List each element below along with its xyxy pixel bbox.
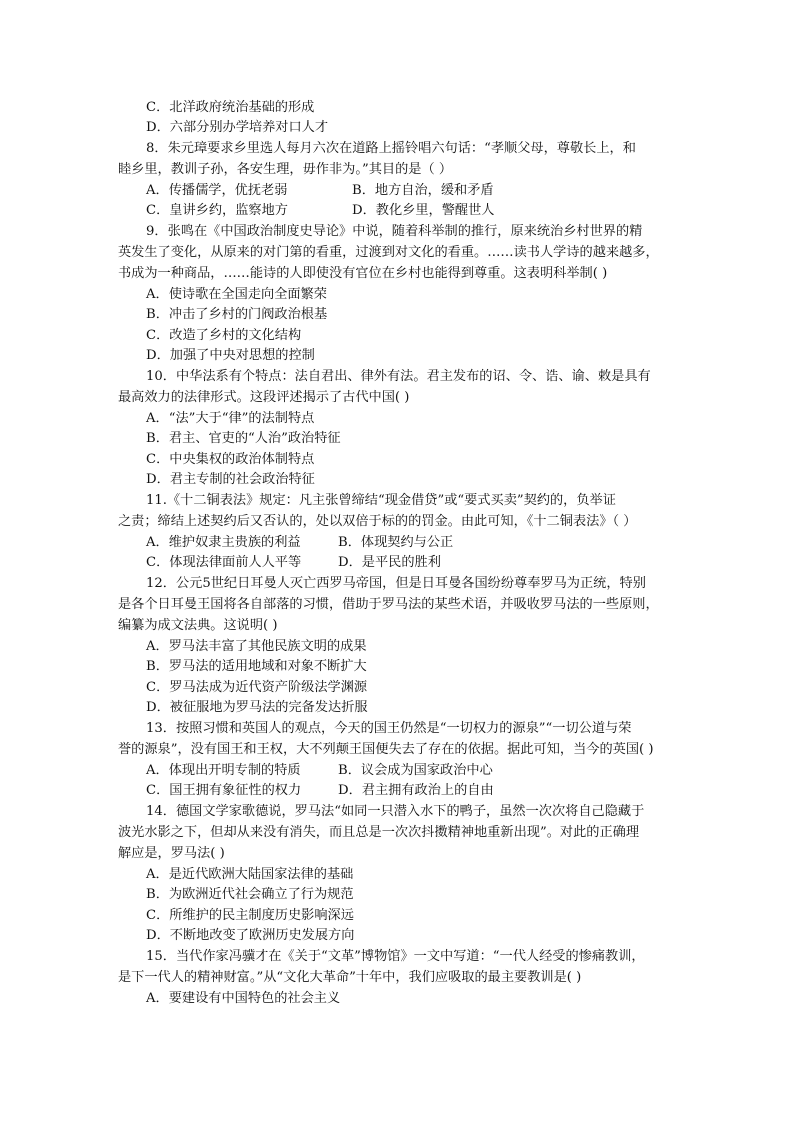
option-12d: D．被征服地为罗马法的完备发达折服 xyxy=(146,700,368,715)
question-10-stem-cont: 最高效力的法律形式。这段评述揭示了古代中国( ) xyxy=(118,390,410,405)
option-14d: D．不断地改变了欧洲历史发展方向 xyxy=(146,928,355,943)
option-10c: C．中央集权的政治体制特点 xyxy=(146,452,315,467)
option-9d: D．加强了中央对思想的控制 xyxy=(146,348,315,363)
option-12c: C．罗马法成为近代资产阶级法学渊源 xyxy=(146,680,368,695)
option-8a: A．传播儒学，优抚老弱 xyxy=(146,183,288,198)
question-13-stem: 13．按照习惯和英国人的观点，今天的国王仍然是“一切权力的源泉”“一切公道与荣 xyxy=(146,721,632,736)
option-8d: D．教化乡里，警醒世人 xyxy=(352,203,495,218)
option-11a: A．维护奴隶主贵族的利益 xyxy=(146,535,301,550)
question-10-stem: 10．中华法系有个特点：法自君出、律外有法。君主发布的诏、令、诰、谕、敕是具有 xyxy=(146,369,651,384)
question-13-stem-cont: 誉的源泉”，没有国王和王权，大不列颠王国便失去了存在的依据。据此可知，当今的英国( ) xyxy=(118,742,654,757)
question-9-stem: 9．张鸣在《中国政治制度史导论》中说，随着科举制的推行，原来统治乡村世界的精 xyxy=(146,224,643,239)
option-14a: A．是近代欧洲大陆国家法律的基础 xyxy=(146,867,354,882)
question-11-stem-cont: 之责；缔结上述契约后又否认的，处以双倍于标的的罚金。由此可知，《十二铜表法》（ ） xyxy=(118,514,637,529)
option-9b: B．冲击了乡村的门阀政治根基 xyxy=(146,307,328,322)
question-12-stem: 12．公元5世纪日耳曼人灭亡西罗马帝国，但是日耳曼各国纷纷尊奉罗马为正统，特别 xyxy=(146,576,646,591)
option-8b: B．地方自治，缓和矛盾 xyxy=(352,183,494,198)
question-12-stem-cont: 编纂为成文法典。这说明( ) xyxy=(118,618,278,633)
option-11b: B．体现契约与公正 xyxy=(338,535,454,550)
option-10a: A．“法”大于“律”的法制特点 xyxy=(146,411,315,426)
question-8-stem-cont: 睦乡里，教训子孙，各安生理，毋作非为。”其目的是（ ） xyxy=(118,162,453,177)
option-9c: C．改造了乡村的文化结构 xyxy=(146,328,302,343)
option-10b: B．君主、官吏的“人治”政治特征 xyxy=(146,431,341,446)
option-11c: C．体现法律面前人人平等 xyxy=(146,555,302,570)
option-15a: A．要建设有中国特色的社会主义 xyxy=(146,991,341,1006)
question-9-stem-cont: 英发生了变化，从原来的对门第的看重，过渡到对文化的看重。……读书人学诗的越来越多， xyxy=(118,245,659,260)
option-12b: B．罗马法的适用地域和对象不断扩大 xyxy=(146,659,367,674)
question-8-stem: 8．朱元璋要求乡里选人每月六次在道路上摇铃唱六句话：“孝顺父母，尊敬长上，和 xyxy=(146,141,636,156)
question-12-stem-cont: 是各个日耳曼王国将各自部落的习惯，借助于罗马法的某些术语，并吸收罗马法的一些原则， xyxy=(118,597,659,612)
question-9-stem-cont: 书成为一种商品，……能诗的人即使没有官位在乡村也能得到尊重。这表明科举制( ) xyxy=(118,266,608,281)
question-14-stem-cont: 解应是，罗马法( ) xyxy=(118,846,225,861)
option-7d: D．六部分别办学培养对口人才 xyxy=(146,120,329,135)
option-12a: A．罗马法丰富了其他民族文明的成果 xyxy=(146,639,367,654)
question-15-stem-cont: 是下一代人的精神财富。”从“文化大革命”十年中，我们应吸取的最主要教训是( ) xyxy=(118,970,582,985)
option-13a: A．体现出开明专制的特质 xyxy=(146,763,301,778)
option-8c: C．皇讲乡约，监察地方 xyxy=(146,203,288,218)
option-13d: D．君主拥有政治上的自由 xyxy=(338,783,494,798)
question-11-stem: 11.《十二铜表法》规定：凡主张曾缔结“现金借贷”或“要式买卖”契约的，负举证 xyxy=(146,493,616,508)
option-13c: C．国王拥有象征性的权力 xyxy=(146,783,302,798)
question-14-stem: 14．德国文学家歌德说，罗马法“如同一只潜入水下的鸭子，虽然一次次将自己隐藏于 xyxy=(146,804,645,819)
question-15-stem: 15．当代作家冯骥才在《关于“文革”博物馆》一文中写道：“一代人经受的惨痛教训， xyxy=(146,949,645,964)
option-9a: A．使诗歌在全国走向全面繁荣 xyxy=(146,287,327,302)
option-14b: B．为欧洲近代社会确立了行为规范 xyxy=(146,887,354,902)
option-7c: C．北洋政府统治基础的形成 xyxy=(146,100,315,115)
option-11d: D．是平民的胜利 xyxy=(338,555,441,570)
question-14-stem-cont: 波光水影之下，但却从来没有消失，而且总是一次次抖擞精神地重新出现”。对此的正确理 xyxy=(118,825,640,840)
option-10d: D．君主专制的社会政治特征 xyxy=(146,472,315,487)
option-14c: C．所维护的民主制度历史影响深远 xyxy=(146,908,354,923)
option-13b: B．议会成为国家政治中心 xyxy=(338,763,493,778)
